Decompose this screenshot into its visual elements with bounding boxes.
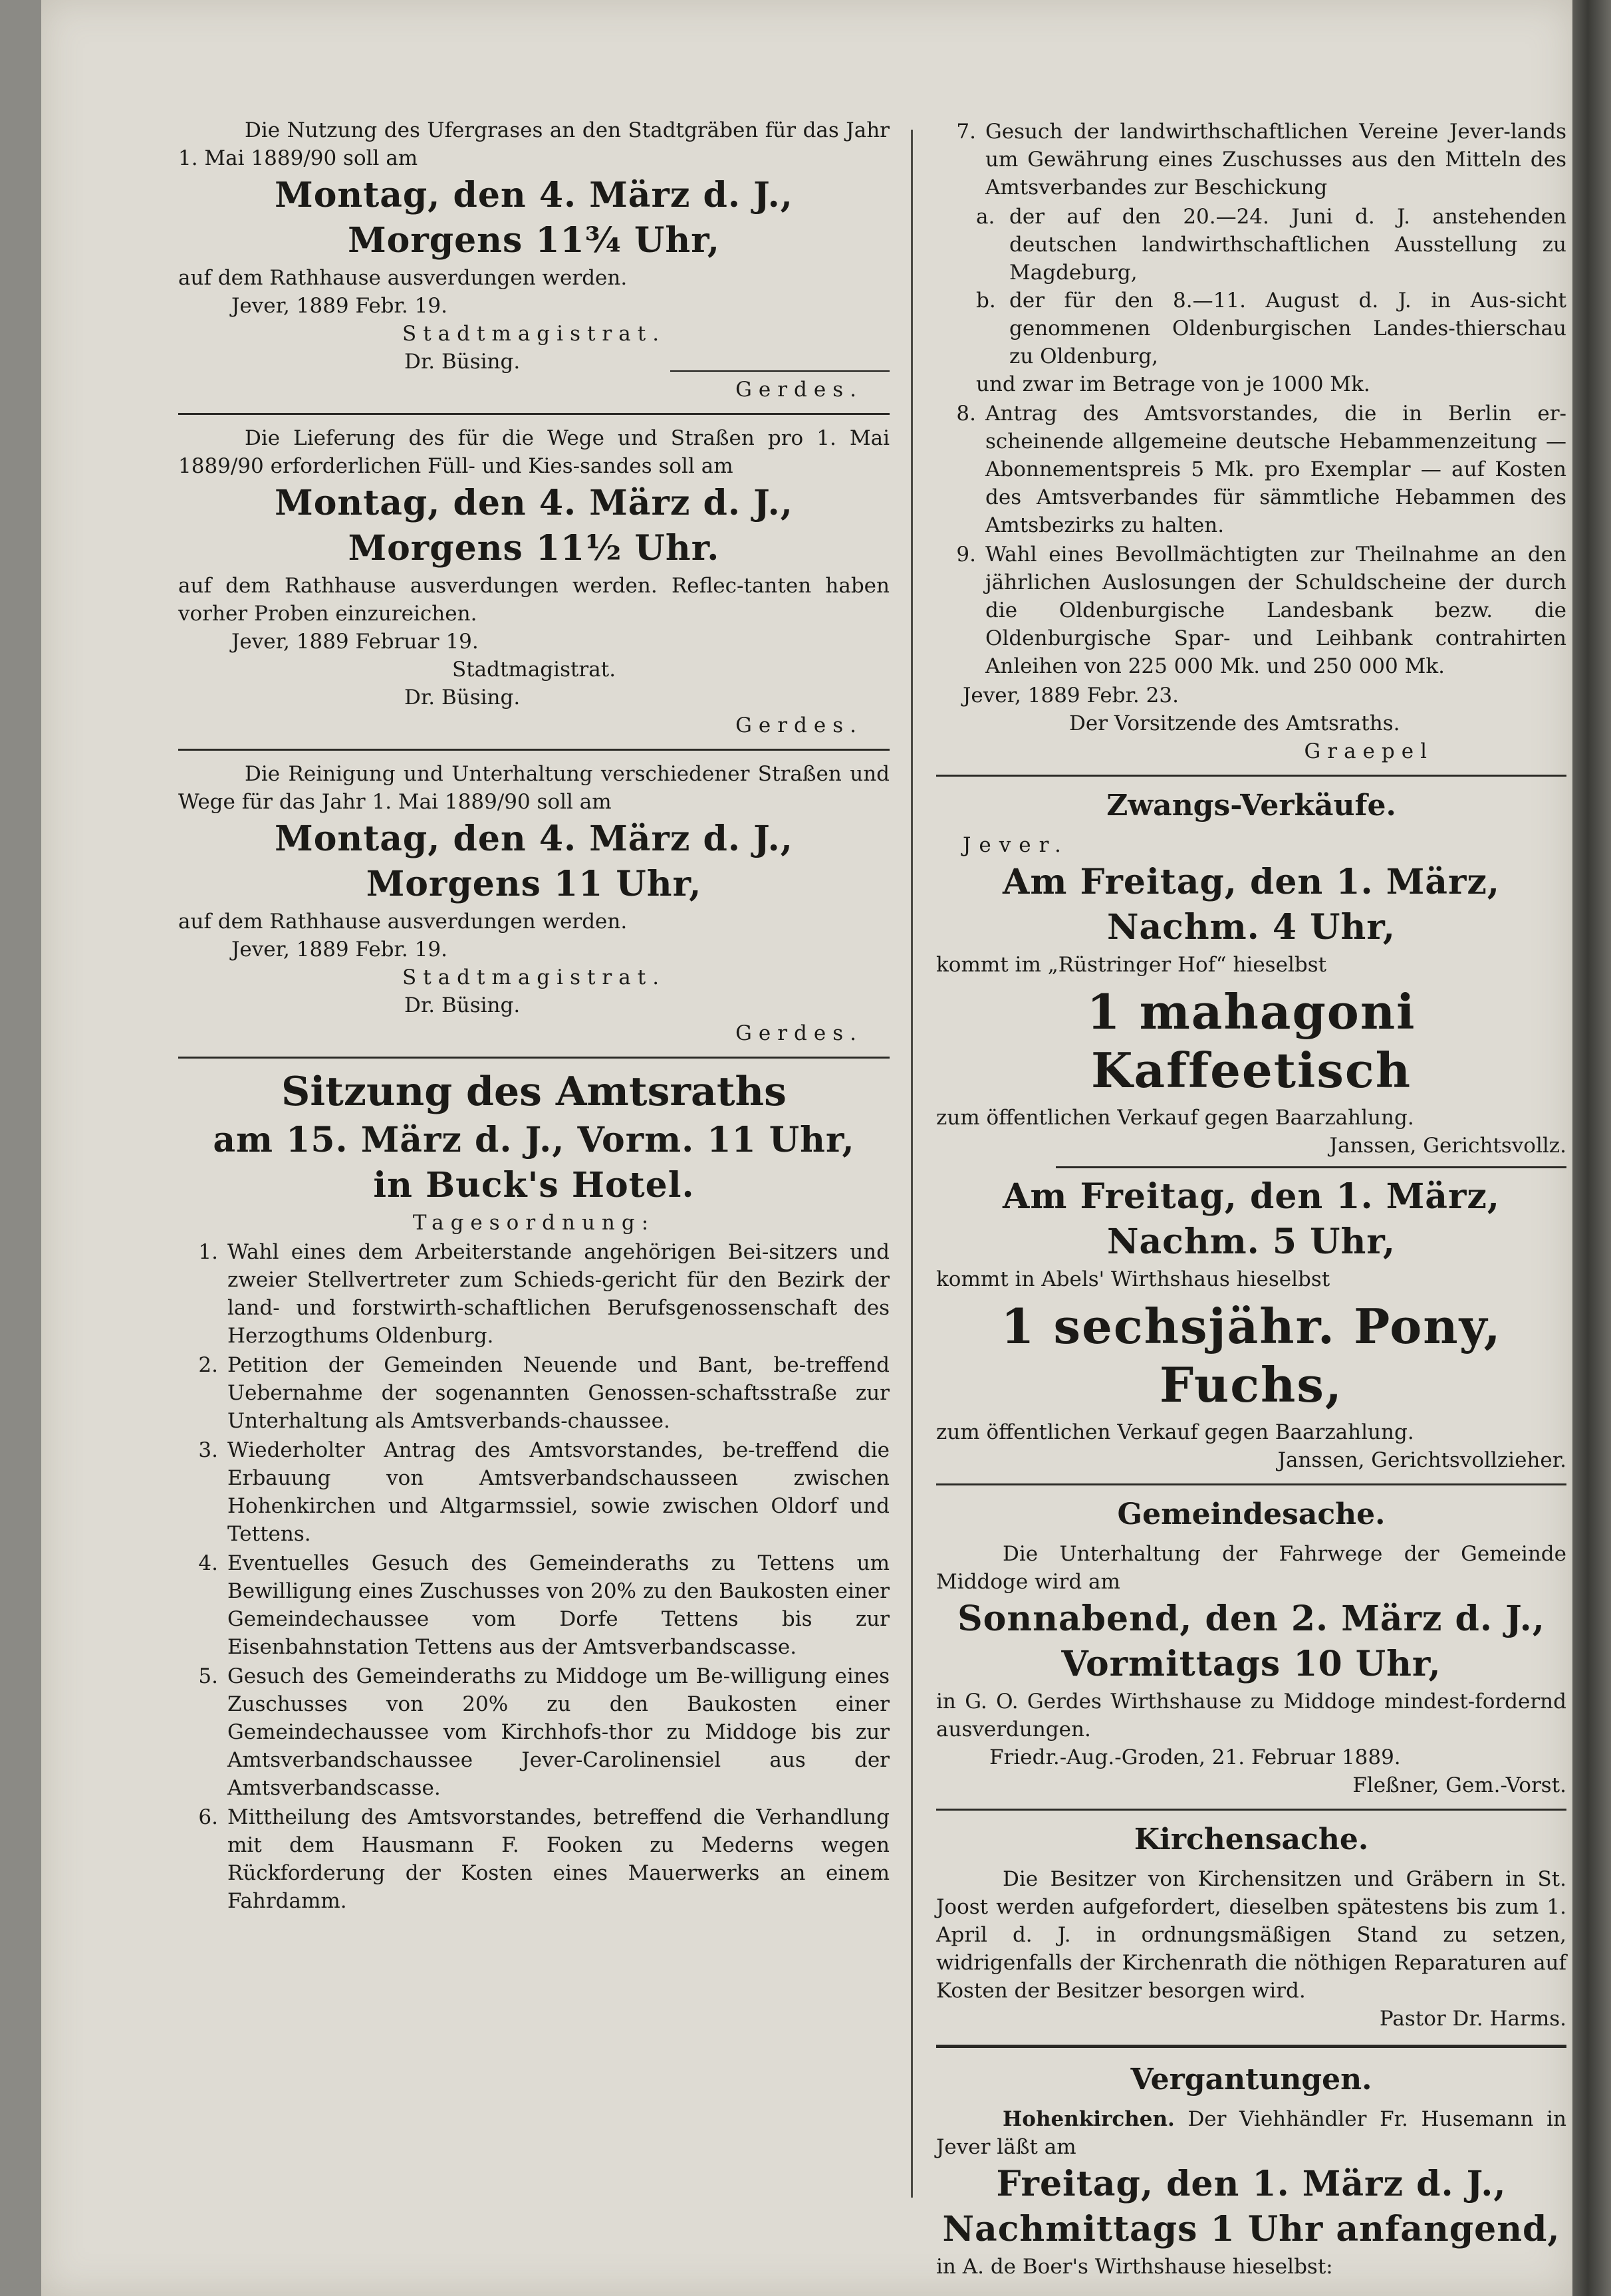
right-column — [936, 116, 1566, 2281]
section-title: Zwangs-Verkäufe. — [1106, 789, 1396, 823]
agenda-item-text: Wahl eines Bevollmächtigten zur Theilnahme an den jährlichen Auslosungen der Schuldscheine der durch die Oldenburgische Landesbank bezw. die Oldenburgische Spar- und Leihbank contrahirten Anleihen von 225 000 Mk. und 250 000 Mk. — [985, 543, 1566, 678]
agenda-item-text: Petition der Gemeinden Neuende und Bant, be-treffend Uebernahme der sogenannten Genossen-schaftsstraße zur Unterhaltung als Amtsverbands-chaussee. — [227, 1353, 890, 1433]
notice-time: Morgens 11½ Uhr. — [348, 528, 720, 569]
notice-intro: Die Nutzung des Ufergrases an den Stadtgräben für das Jahr 1. Mai 1889/90 soll am — [178, 118, 890, 170]
verg-where: in A. de Boer's Wirthshause hieselbst: — [936, 2255, 1333, 2279]
separator — [936, 775, 1566, 777]
notice-signer: Dr. Büsing. — [404, 993, 521, 1017]
notice-date: Montag, den 4. März d. J., — [275, 483, 793, 523]
agenda-item-number: 1. — [198, 1240, 218, 1264]
gemeinde-place-date: Friedr.-Aug.-Groden, 21. Februar 1889. — [989, 1745, 1401, 1769]
notice-where: auf dem Rathhause ausverdungen werden. — [178, 266, 628, 290]
agenda-chair-name: Graepel — [1304, 739, 1433, 763]
sale-time: Nachm. 4 Uhr, — [1106, 907, 1396, 948]
left-column — [178, 116, 890, 1916]
verg-date: Freitag, den 1. März d. J., — [996, 2164, 1507, 2204]
notice-place-date: Jever, 1889 Febr. 19. — [231, 938, 447, 961]
gemeinde-where: in G. O. Gerdes Wirthshause zu Middoge mindest-fordernd ausverdungen. — [936, 1690, 1566, 1741]
notice-ufergras — [178, 116, 890, 404]
notice-signer: Dr. Büsing. — [404, 350, 521, 374]
separator — [936, 1483, 1566, 1485]
notice-intro: Die Lieferung des für die Wege und Straßen pro 1. Mai 1889/90 erforderlichen Füll- und Kies-sandes soll am — [178, 426, 890, 478]
agenda-item — [936, 400, 1566, 539]
agenda-item-text: Wiederholter Antrag des Amtsvorstandes, be-treffend die Erbauung von Amtsverbandschausseen zwischen Hohenkirchen und Altgarmssiel, sowie zwischen Oldorf und Tettens. — [227, 1438, 890, 1546]
notice-where: auf dem Rathhause ausverdungen werden. Reflec-tanten haben vorher Proben einzureichen. — [178, 574, 890, 626]
agenda-item-text: Antrag des Amtsvorstandes, die in Berlin er-scheinende allgemeine deutsche Hebammenzeitung — Abonnementspreis 5 Mk. pro Exemplar — auf Kosten des Amtsverbandes für sämmtliche Hebammen des Amtsbezirks zu halten. — [985, 402, 1566, 537]
separator — [178, 413, 890, 415]
sitzung-title: Sitzung des Amtsraths — [281, 1069, 787, 1115]
separator — [936, 2045, 1566, 2048]
agenda-item — [178, 1238, 890, 1350]
agenda-item-number: 3. — [198, 1438, 218, 1462]
gemeinde-time: Vormittags 10 Uhr, — [1061, 1644, 1441, 1684]
sale-terms: zum öffentlichen Verkauf gegen Baarzahlung. — [936, 1420, 1414, 1444]
verg-place: Hohenkirchen. — [1003, 2107, 1175, 2131]
agenda-item — [178, 1436, 890, 1548]
agenda-item — [178, 1662, 890, 1802]
agenda-subitem — [976, 287, 1566, 370]
agenda-subitem-text: der für den 8.—11. August d. J. in Aus-sicht genommenen Oldenburgischen Landes-thierschau zu Oldenburg, — [1009, 289, 1566, 368]
sale-where: kommt im „Rüstringer Hof“ hieselbst — [936, 953, 1327, 977]
agenda-subitem-text: der auf den 20.—24. Juni d. J. anstehenden deutschen landwirthschaftlichen Ausstellung zu Magdeburg, — [1009, 205, 1566, 285]
notice-clerk: Gerdes. — [735, 713, 863, 737]
separator — [936, 1809, 1566, 1811]
agenda-item-number: 8. — [956, 402, 976, 426]
sale-date: Am Freitag, den 1. März, — [1002, 862, 1500, 902]
sitzung-datetime: am 15. März d. J., Vorm. 11 Uhr, — [213, 1120, 855, 1160]
gemeinde-intro: Die Unterhaltung der Fahrwege der Gemeinde Middoge wird am — [936, 1542, 1566, 1594]
notice-authority: Stadtmagistrat. — [402, 965, 666, 989]
agenda-item — [936, 541, 1566, 680]
agenda-label: Tagesordnung: — [412, 1211, 656, 1235]
notice-sitzung — [178, 1068, 890, 1915]
agenda-item-text: Wahl eines dem Arbeiterstande angehörigen Bei-sitzers und zweier Stellvertreter zum Schieds-gericht für den Bezirk der land- und forstwirth-schaftlichen Berufsgenossenschaft des Herzogthums Oldenburg. — [227, 1240, 890, 1348]
sale-signer: Janssen, Gerichtsvollz. — [1329, 1134, 1566, 1158]
notice-reinigung — [178, 760, 890, 1047]
sale-terms: zum öffentlichen Verkauf gegen Baarzahlung. — [936, 1106, 1414, 1130]
sale-time: Nachm. 5 Uhr, — [1106, 1221, 1396, 1262]
sale-object: 1 mahagoni Kaffeetisch — [1086, 983, 1416, 1098]
agenda-amount: und zwar im Betrage von je 1000 Mk. — [976, 372, 1370, 396]
gemeinde-signer: Fleßner, Gem.-Vorst. — [1352, 1773, 1566, 1797]
sitzung-location: in Buck's Hotel. — [373, 1165, 695, 1206]
agenda-item — [178, 1803, 890, 1915]
agenda-item — [178, 1549, 890, 1661]
notice-where: auf dem Rathhause ausverdungen werden. — [178, 910, 628, 934]
agenda-continued — [936, 118, 1566, 765]
sale-pony — [936, 1175, 1566, 1474]
notice-signer: Dr. Büsing. — [404, 686, 521, 709]
gemeinde-date: Sonnabend, den 2. März d. J., — [957, 1598, 1545, 1639]
agenda-item-text: Gesuch der landwirthschaftlichen Vereine Jever-lands um Gewährung eines Zuschusses aus den Mitteln des Amtsverbandes zur Beschickung — [985, 120, 1566, 199]
separator — [178, 749, 890, 751]
agenda-place-date: Jever, 1889 Febr. 23. — [963, 684, 1179, 707]
sale-kaffeetisch — [936, 860, 1566, 1160]
separator — [1056, 1166, 1566, 1168]
agenda-item-number: 4. — [198, 1551, 218, 1575]
agenda-item-number: 2. — [198, 1353, 218, 1377]
agenda-item — [178, 1351, 890, 1435]
notice-date: Montag, den 4. März d. J., — [275, 819, 793, 859]
signature-rule — [670, 370, 890, 372]
separator — [178, 1057, 890, 1059]
sale-date: Am Freitag, den 1. März, — [1002, 1176, 1500, 1217]
agenda-item-text: Mittheilung des Amtsvorstandes, betreffend die Verhandlung mit dem Hausmann F. Fooken zu Mederns wegen Rückforderung der Kosten eines Mauerwerks an einem Fahrdamm. — [227, 1805, 890, 1913]
section-vergantungen — [936, 2060, 1566, 2281]
agenda-subitem-letter: b. — [976, 289, 996, 313]
agenda-item-number: 6. — [198, 1805, 218, 1829]
kirche-text: Die Besitzer von Kirchensitzen und Gräbern in St. Joost werden aufgefordert, dieselben spätestens bis zum 1. April d. J. in ordnungsmäßigen Stand zu setzen, widrigenfalls der Kirchenrath die nöthigen Reparaturen auf Kosten der Besitzer besorgen wird. — [936, 1867, 1566, 2003]
verg-intro: Der Viehhändler Fr. Husemann in Jever läßt am — [936, 2107, 1566, 2159]
section-kirchensache — [936, 1820, 1566, 2033]
section-gemeindesache — [936, 1495, 1566, 1799]
sale-where: kommt in Abels' Wirthshaus hieselbst — [936, 1267, 1330, 1291]
agenda-subitem-letter: a. — [976, 205, 995, 229]
agenda-chair: Der Vorsitzende des Amtsraths. — [1069, 711, 1400, 735]
agenda-item-number: 7. — [956, 120, 976, 144]
section-title: Kirchensache. — [1134, 1823, 1369, 1856]
book-spine — [1572, 0, 1611, 2296]
notice-clerk: Gerdes. — [735, 378, 863, 402]
section-title: Vergantungen. — [1130, 2063, 1372, 2097]
sale-object: 1 sechsjähr. Pony, Fuchs, — [1001, 1298, 1502, 1413]
notice-date: Montag, den 4. März d. J., — [275, 175, 793, 215]
verg-time: Nachmittags 1 Uhr anfangend, — [942, 2209, 1560, 2249]
agenda-item-number: 5. — [198, 1664, 218, 1688]
agenda-subitem — [976, 203, 1566, 287]
notice-intro: Die Reinigung und Unterhaltung verschiedener Straßen und Wege für das Jahr 1. Mai 1889/90 soll am — [178, 762, 890, 814]
notice-clerk: Gerdes. — [735, 1021, 863, 1045]
notice-kiessand — [178, 424, 890, 739]
column-divider — [911, 130, 913, 2198]
sale-signer: Janssen, Gerichtsvollzieher. — [1277, 1448, 1566, 1472]
section-place: Jever. — [963, 833, 1069, 857]
notice-time: Morgens 11¾ Uhr, — [348, 220, 720, 261]
notice-time: Morgens 11 Uhr, — [366, 864, 702, 904]
notice-authority: Stadtmagistrat. — [402, 322, 666, 346]
agenda-item-text: Eventuelles Gesuch des Gemeinderaths zu Tettens um Bewilligung eines Zuschusses von 20% zu den Baukosten einer Gemeindechaussee vom Dorfe Tettens bis zur Eisenbahnstation Tettens aus der Amtsverbandscasse. — [227, 1551, 890, 1659]
notice-place-date: Jever, 1889 Febr. 19. — [231, 294, 447, 318]
notice-authority: Stadtmagistrat. — [451, 658, 616, 682]
agenda-item — [936, 118, 1566, 201]
notice-place-date: Jever, 1889 Februar 19. — [231, 630, 479, 654]
section-title: Gemeindesache. — [1117, 1497, 1386, 1531]
section-zwangsverkaeufe — [936, 786, 1566, 1474]
kirche-signer: Pastor Dr. Harms. — [1379, 2007, 1566, 2031]
agenda-item-number: 9. — [956, 543, 976, 567]
agenda-item-text: Gesuch des Gemeinderaths zu Middoge um Be-willigung eines Zuschusses von 20% zu den Baukosten einer Gemeindechaussee vom Kirchhofs-thor zu Middoge bis zur Amtsverbandschaussee Jever-Carolinensiel aus der Amtsverbandscasse. — [227, 1664, 890, 1800]
